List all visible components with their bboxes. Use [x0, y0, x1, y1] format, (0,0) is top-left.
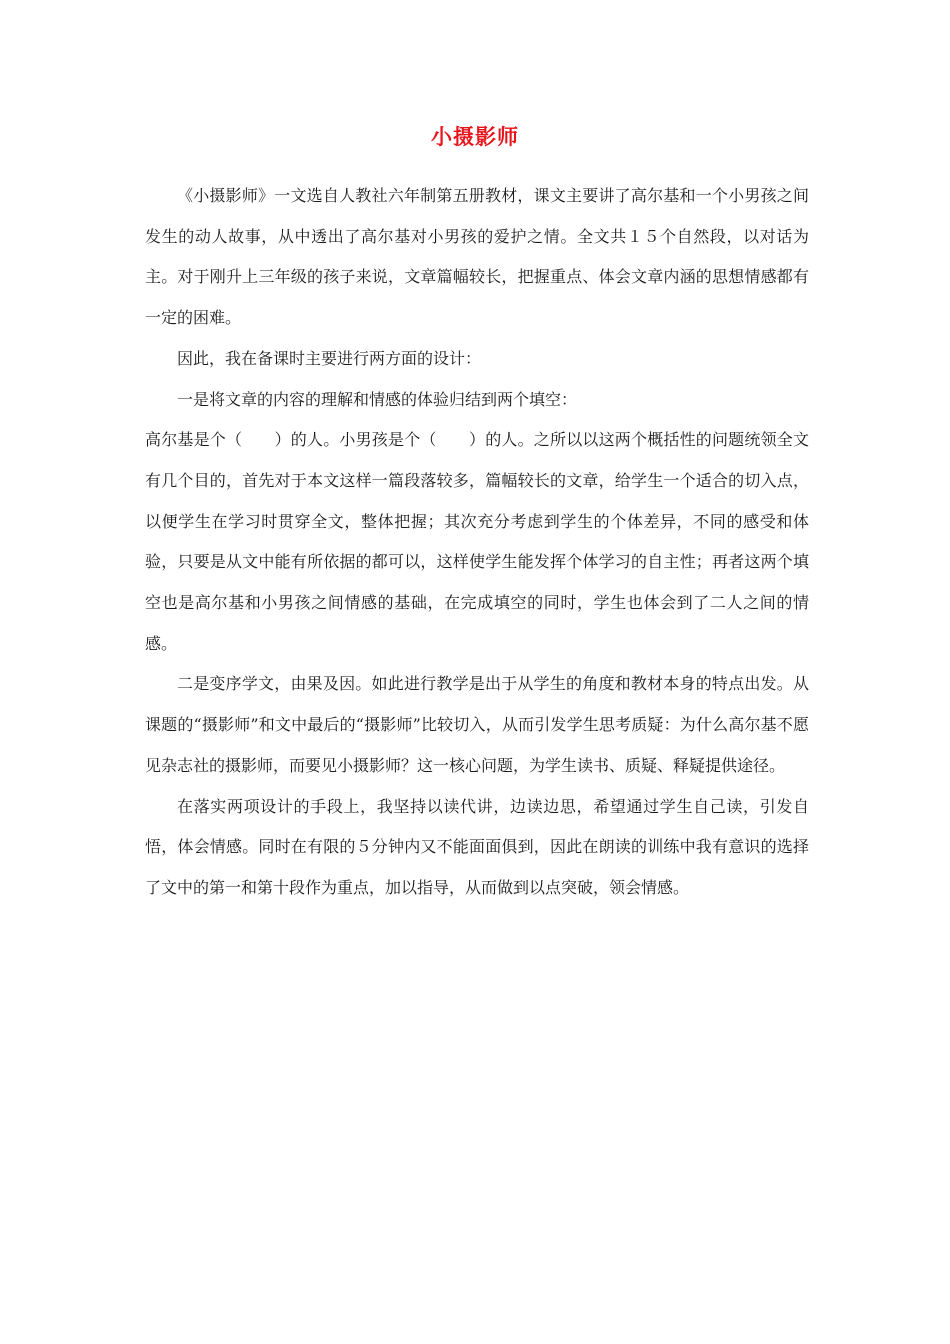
document-body	[145, 176, 809, 909]
document-title: 小摄影师	[431, 124, 519, 149]
paragraph-design-overview: 因此，我在备课时主要进行两方面的设计：	[177, 348, 482, 368]
paragraph-reading-method: 在落实两项设计的手段上，我坚持以读代讲，边读边思，希望通过学生自己读，引发自悟，体会情感。同时在有限的５分钟内又不能面面俱到，因此在朗读的训练中我有意识的选择了文中的第一和第十段作为重点，加以指导，从而做到以点突破，领会情感。	[145, 796, 809, 897]
paragraph-fill-blanks: 高尔基是个（ ）的人。小男孩是个（ ）的人。之所以以这两个概括性的问题统领全文有几个目的，首先对于本文这样一篇段落较多，篇幅较长的文章，给学生一个适合的切入点，以便学生在学习时贯穿全文，整体把握；其次充分考虑到学生的个体差异，不同的感受和体验，只要是从文中能有所依据的都可以，这样使学生能发挥个体学习的自主性；再者这两个填空也是高尔基和小男孩之间情感的基础，在完成填空的同时，学生也体会到了二人之间的情感。	[145, 430, 809, 653]
paragraph-design-two: 二是变序学文，由果及因。如此进行教学是出于从学生的角度和教材本身的特点出发。从课题的“摄影师”和文中最后的“摄影师”比较切入，从而引发学生思考质疑：为什么高尔基不愿见杂志社的摄影师，而要见小摄影师？这一核心问题，为学生读书、质疑、释疑提供途径。	[145, 674, 809, 775]
paragraph-intro: 《小摄影师》一文选自人教社六年制第五册教材，课文主要讲了高尔基和一个小男孩之间发生的动人故事，从中透出了高尔基对小男孩的爱护之情。全文共１５个自然段，以对话为主。对于刚升上三年级的孩子来说，文章篇幅较长，把握重点、体会文章内涵的思想情感都有一定的困难。	[145, 186, 809, 328]
paragraph-design-one: 一是将文章的内容的理解和情感的体验归结到两个填空：	[177, 389, 578, 409]
